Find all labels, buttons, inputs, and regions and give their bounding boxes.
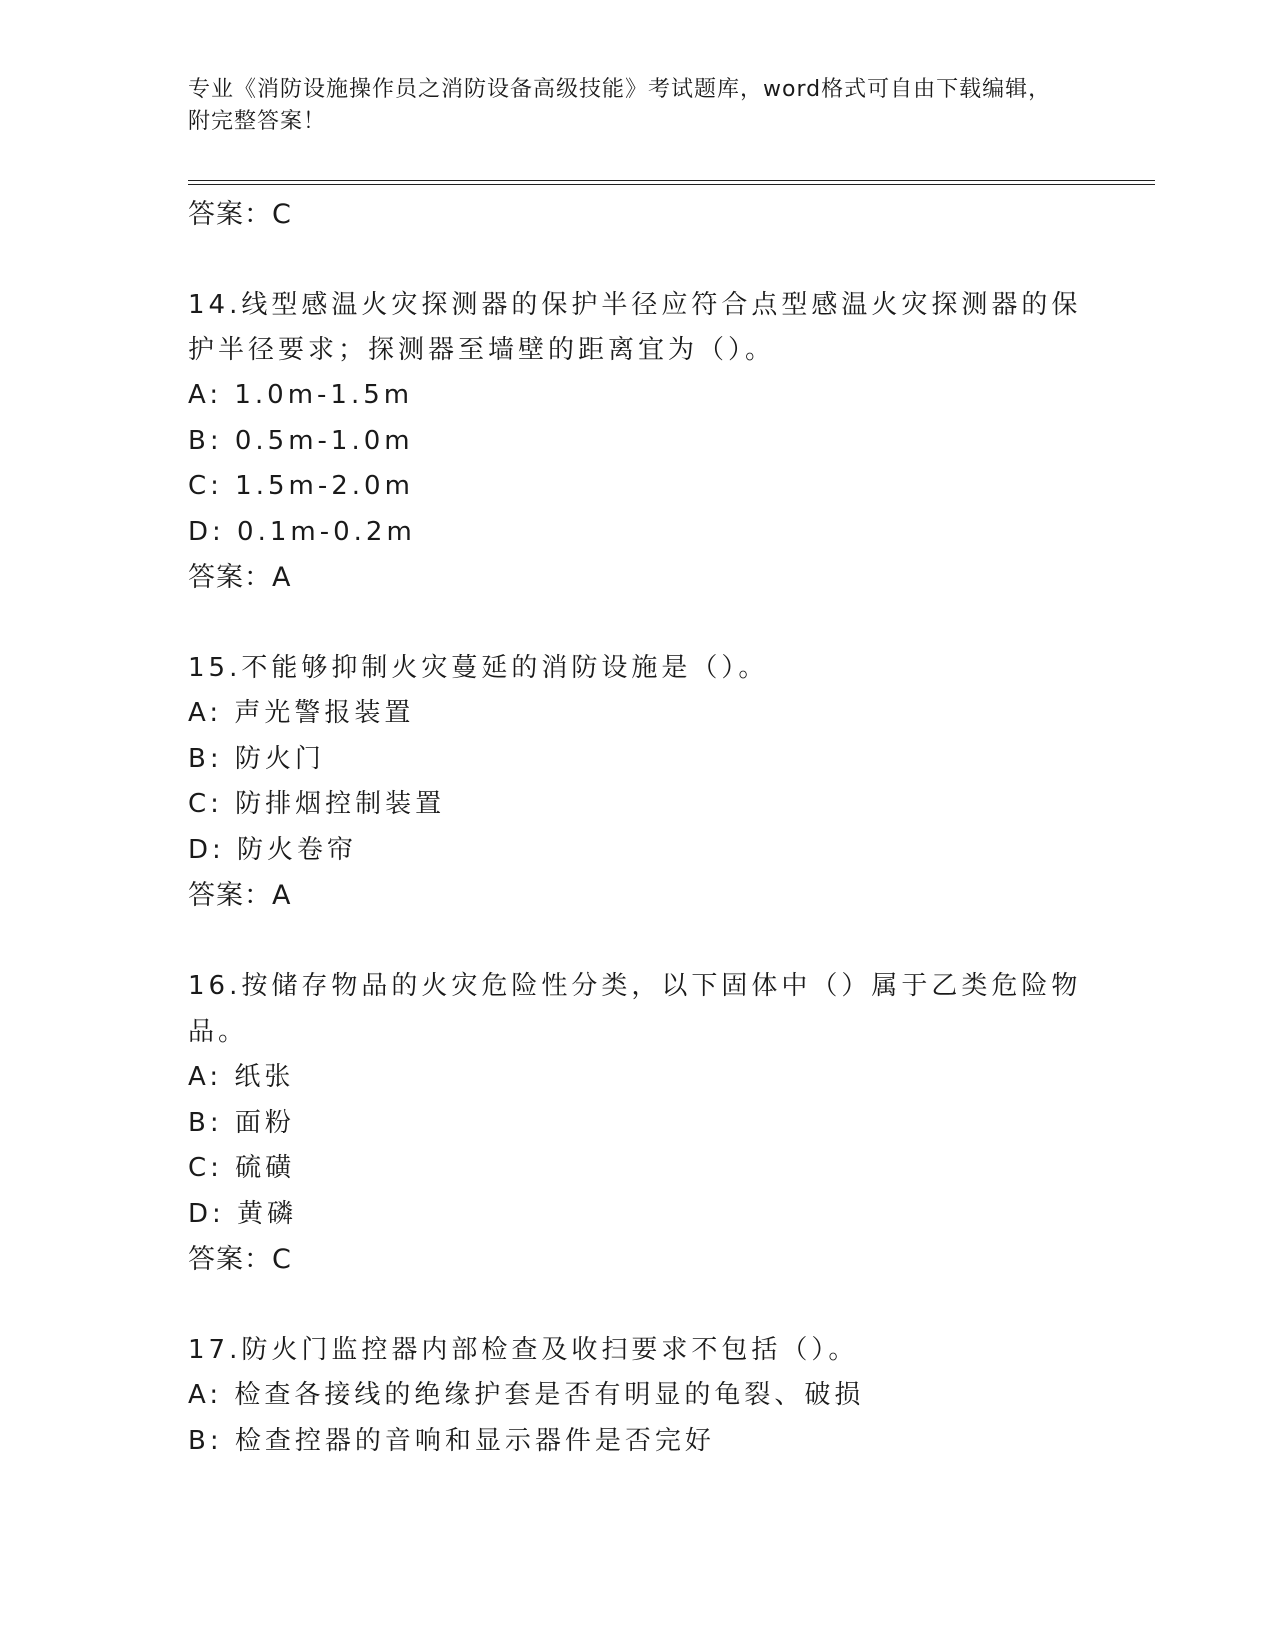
header-divider-top [188,180,1155,181]
question-list [188,192,1088,1464]
option-d: D: 防火卷帘 [188,834,358,865]
question-17 [188,1328,1088,1464]
option-b: B: 防火门 [188,743,325,774]
answer: 答案：A [188,880,292,911]
question-text: 15.不能够抑制火灾蔓延的消防设施是（）。 [188,653,769,683]
option-d: D: 黄磷 [188,1198,298,1229]
option-a: A: 声光警报装置 [188,698,415,728]
option-c: C: 1.5m-2.0m [188,471,414,501]
previous-answer: 答案：C [188,199,292,230]
option-a: A: 纸张 [188,1062,295,1092]
option-a: A: 检查各接线的绝缘护套是否有明显的龟裂、破损 [188,1380,865,1410]
answer: 答案：C [188,1244,292,1275]
question-16 [188,964,1088,1283]
option-b: B: 检查控器的音响和显示器件是否完好 [188,1425,715,1456]
question-text: 16.按储存物品的火灾危险性分类，以下固体中（）属于乙类危险物品。 [188,971,1082,1047]
question-14 [188,283,1088,601]
option-d: D: 0.1m-0.2m [188,516,416,547]
option-c: C: 防排烟控制装置 [188,789,446,819]
question-text: 17.防火门监控器内部检查及收扫要求不包括（）。 [188,1335,859,1365]
option-c: C: 硫磺 [188,1153,296,1183]
answer: 答案：A [188,562,292,593]
option-b: B: 0.5m-1.0m [188,425,414,456]
header-divider-bottom [188,184,1155,185]
option-a: A: 1.0m-1.5m [188,380,414,410]
document-header: 专业《消防设施操作员之消防设备高级技能》考试题库，word格式可自由下载编辑，附完整答案！ [188,77,1052,134]
option-b: B: 面粉 [188,1107,295,1138]
question-text: 14.线型感温火灾探测器的保护半径应符合点型感温火灾探测器的保护半径要求；探测器至墙壁的距离宜为（）。 [188,290,1082,365]
question-15 [188,646,1088,919]
